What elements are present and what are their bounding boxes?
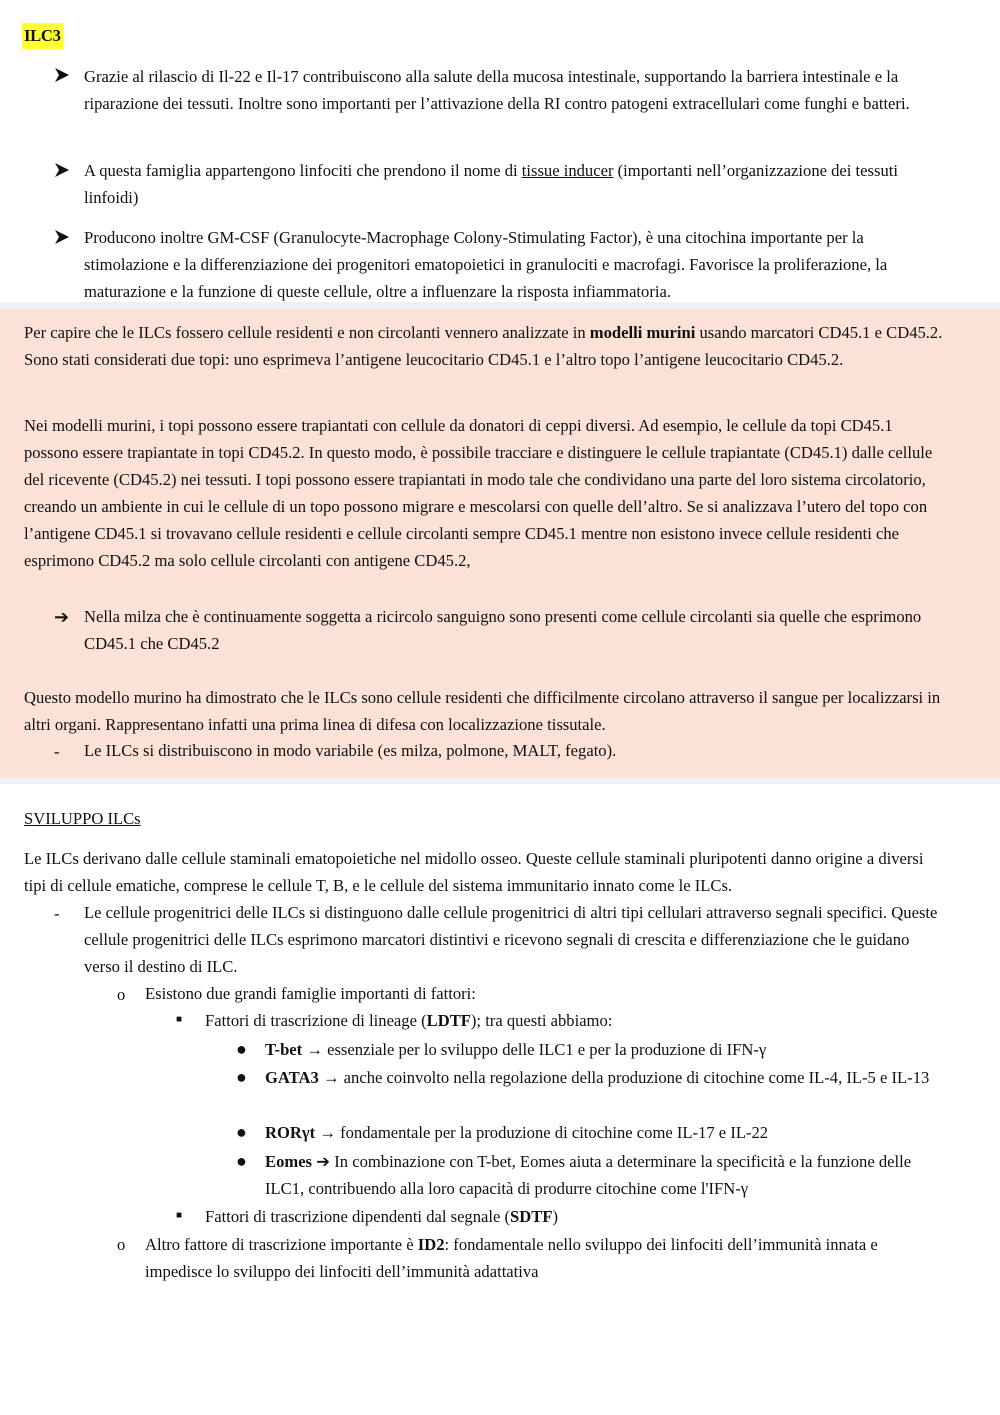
sviluppo-intro: Le ILCs derivano dalle cellule staminali ematopoietiche nel midollo osseo. Queste cellule staminali pluripotenti danno origine a diversi tipi di cellule ematiche, comprese le cellule T, B, e le cellule del sistema immunitario innato come le ILCs. <box>24 849 924 895</box>
arrow-bullet-icon: ➔ <box>54 607 70 627</box>
section-title-sviluppo: SVILUPPO ILCs <box>24 809 141 828</box>
arrow-right-icon: → <box>306 1040 323 1059</box>
ldtf-item: Fattori di trascrizione di lineage (LDTF); tra questi abbiamo: <box>205 1011 613 1030</box>
spleen-arrow-item: Nella milza che è continuamente soggetta a ricircolo sanguigno sono presenti come cellule circolanti sia quelle che esprimono CD45.1 che CD45.2 <box>84 607 922 653</box>
square-bullet-icon: ■ <box>176 1014 183 1025</box>
square-bullet-icon: ■ <box>176 1210 183 1221</box>
arrow-right-icon: → <box>319 1123 336 1142</box>
ilc-distribution-item: Le ILCs si distribuiscono in modo variabile (es milza, polmone, MALT, fegato). <box>84 741 617 760</box>
murine-models-term: modelli murini <box>589 323 696 342</box>
dash-bullet-icon: - <box>54 742 60 761</box>
circle-bullet-icon: o <box>117 1235 126 1254</box>
ilc3-bullet-2: A questa famiglia appartengono linfociti che prendono il nome di tissue inducer (importanti nell’organizzazione dei tessuti linfoidi) <box>84 161 898 207</box>
highlight-box-top-border <box>0 302 1000 309</box>
murine-model-paragraph-1: Per capire che le ILCs fossero cellule residenti e non circolanti vennero analizzate in modelli murini usando marcatori CD45.1 e CD45.2. Sono stati considerati due topi: uno esprimeva l’antigene leucocitario CD45.1 e l’altro topo l’antigene leucocitario CD45.2. <box>24 323 943 369</box>
factor-gata3: GATA3 → anche coinvolto nella regolazione della produzione di citochine come IL-4, IL-5 e IL-13 <box>265 1068 930 1087</box>
murine-model-paragraph-2: Nei modelli murini, i topi possono essere trapiantati con cellule da donatori di ceppi diversi. Ad esempio, le cellule da topi CD45.1 possono essere trapiantate in topi CD45.2. In questo modo, è possibile tracciare e distinguere le cellule trapiantate (CD45.1) dalle cellule del ricevente (CD45.2) nei tessuti. I topi possono essere trapiantati in modo tale che condividano una parte del loro sistema circolatorio, creando un ambiente in cui le cellule di un topo possono migrare e mescolarsi con quelle dell’altro. Se si analizzava l’utero del topo con l’antigene CD45.1 si trovavano cellule residenti e cellule circolanti sempre CD45.1 mentre non esistono invece cellule residenti che esprimono CD45.2 ma solo cellule circolanti con antigene CD45.2, <box>24 416 933 570</box>
arrowhead-bullet-icon <box>54 67 70 83</box>
arrowhead-bullet-icon <box>54 229 70 245</box>
murine-model-paragraph-3: Questo modello murino ha dimostrato che le ILCs sono cellule residenti che difficilmente circolano attraverso il sangue per localizzarsi in altri organi. Rappresentano infatti una prima linea di difesa con localizzazione tissutale. <box>24 688 941 734</box>
two-families-item: Esistono due grandi famiglie importanti di fattori: <box>145 984 476 1003</box>
tissue-inducer-term: tissue inducer <box>521 161 614 180</box>
progenitor-item: Le cellule progenitrici delle ILCs si distinguono dalle cellule progenitrici di altri tipi cellulari attraverso segnali specifici. Queste cellule progenitrici delle ILCs esprimono marcatori distintivi e ricevono segnali di crescita e differenziazione che le guidano verso il destino di ILC. <box>84 903 938 976</box>
dot-bullet-icon: ● <box>236 1151 247 1171</box>
factor-eomes: Eomes ➔ In combinazione con T-bet, Eomes aiuta a determinare la specificità e la funzione delle ILC1, contribuendo alla loro capacità di produrre citochine come l'IFN-γ <box>265 1152 912 1198</box>
factor-tbet: T-bet → essenziale per lo sviluppo delle ILC1 e per la produzione di IFN-γ <box>265 1040 767 1059</box>
section-title-ilc3: ILC3 <box>22 23 63 49</box>
arrow-right-icon: ➔ <box>316 1152 331 1171</box>
arrowhead-bullet-icon <box>54 162 70 178</box>
id2-item: Altro fattore di trascrizione importante è ID2: fondamentale nello sviluppo dei linfociti dell’immunità innata e impedisce lo sviluppo dei linfociti dell’immunità adattativa <box>145 1235 878 1281</box>
arrow-right-icon: → <box>322 1068 340 1087</box>
dot-bullet-icon: ● <box>236 1122 247 1142</box>
factor-rorgt: RORγt → fondamentale per la produzione di citochine come IL-17 e IL-22 <box>265 1123 769 1142</box>
ilc3-bullet-3: Producono inoltre GM-CSF (Granulocyte-Macrophage Colony-Stimulating Factor), è una citochina importante per la stimolazione e la differenziazione dei progenitori ematopoietici in granulociti e macrofagi. Favorisce la proliferazione, la maturazione e la funzione di queste cellule, oltre a influenzare la risposta infiammatoria. <box>84 228 888 301</box>
ilc3-bullet-1: Grazie al rilascio di Il-22 e Il-17 contribuiscono alla salute della mucosa intestinale, supportando la barriera intestinale e la riparazione dei tessuti. Inoltre sono importanti per l’attivazione della RI contro patogeni extracellulari come funghi e batteri. <box>84 67 910 113</box>
highlight-box-bottom-border <box>0 778 1000 784</box>
dot-bullet-icon: ● <box>236 1039 247 1059</box>
dash-bullet-icon: - <box>54 904 60 923</box>
circle-bullet-icon: o <box>117 985 126 1004</box>
dot-bullet-icon: ● <box>236 1067 247 1087</box>
sdtf-item: Fattori di trascrizione dipendenti dal segnale (SDTF) <box>205 1207 558 1226</box>
